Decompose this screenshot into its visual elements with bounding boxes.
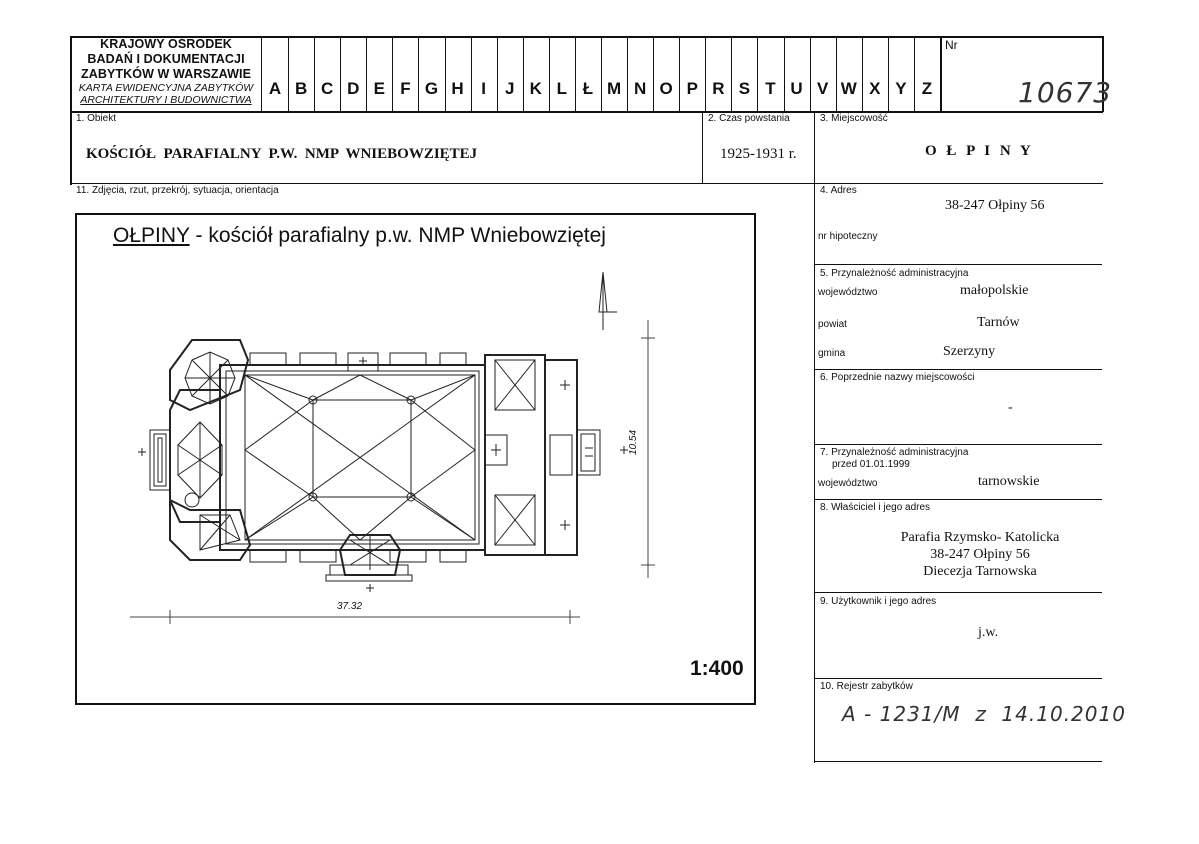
letter-divider [705,36,706,112]
obiekt-value: KOŚCIÓŁ PARAFIALNY P.W. NMP WNIEBOWZIĘTEJ [86,146,478,162]
presbytery [138,340,250,560]
letter-cell: T [765,79,776,98]
adres-value: 38-247 Ołpiny 56 [945,198,1045,213]
sep-uzytkownik [814,592,1102,593]
sep-przynaleznosc99 [814,444,1102,445]
wlasciciel-line-2: 38-247 Ołpiny 56 [930,547,1030,562]
wojewodztwo-value: małopolskie [960,283,1029,298]
sep-bottom [814,761,1102,762]
letter-cell: Z [921,79,933,98]
letter-divider [627,36,628,112]
sep-wlasciciel [814,499,1102,500]
letter-cell: K [529,79,542,98]
powiat-value: Tarnów [977,315,1020,330]
letter-divider [497,36,498,112]
plan-title [113,224,606,248]
institution-line-1: KRAJOWY OŚRODEK [100,37,232,51]
plan-title-place: OŁPINY [113,224,190,247]
sep-hipoteczny [814,264,1102,265]
letter-cell: R [712,79,725,98]
institution-line-2: BADAŃ I DOKUMENTACJI [87,52,245,66]
letter-divider [523,36,524,112]
letter-cell: C [321,79,334,98]
church-floor-plan [130,260,670,630]
adres-label: 4. Adres [820,185,857,196]
zdjecia-label: 11. Zdjęcia, rzut, przekrój, sytuacja, orientacja [76,185,279,196]
tower-entrance [485,355,628,555]
letter-divider [549,36,550,112]
letter-cell: H [451,79,464,98]
nr-value: 10673 [1018,76,1113,109]
miejscowosc-value: O Ł P I N Y [925,143,1034,159]
institution-block [72,37,260,106]
letter-divider [418,36,419,112]
letter-cell: X [869,79,881,98]
dim-width: 37.32 [337,601,363,612]
institution-line-3: ZABYTKÓW W WARSZAWIE [80,67,252,81]
plan-scale: 1:400 [690,657,744,680]
letter-divider [757,36,758,112]
letter-cell: Ł [582,79,594,98]
letter-cell: I [481,79,486,98]
uzytkownik-label: 9. Użytkownik i jego adres [820,596,937,607]
letter-divider [340,36,341,112]
gmina-value: Szerzyny [943,344,996,359]
czas-left-line [702,111,703,184]
letter-divider [314,36,315,112]
letter-divider [836,36,837,112]
letter-divider [914,36,915,112]
dim-height: 10.54 [628,429,639,455]
letter-cell: U [790,79,803,98]
czas-value: 1925-1931 r. [720,146,797,162]
letter-divider [288,36,289,112]
czas-label: 2. Czas powstania [708,113,790,124]
wojewodztwo-label: województwo [818,287,878,298]
poprzednie-label: 6. Poprzednie nazwy miejscowości [820,372,975,383]
right-column-line [814,111,815,763]
letter-divider [471,36,472,112]
wojewodztwo99-label: województwo [818,478,878,489]
letter-divider [731,36,732,112]
letter-divider [575,36,576,112]
poprzednie-value: - [1008,400,1013,415]
powiat-label: powiat [818,319,847,330]
nr-label: Nr [945,38,958,52]
gmina-label: gmina [818,348,846,359]
przynaleznosc99-sub: przed 01.01.1999 [832,459,910,470]
przynaleznosc99-label: 7. Przynależność administracyjna [820,447,969,458]
letter-divider [366,36,367,112]
wlasciciel-line-3: Diecezja Tarnowska [923,564,1037,579]
letter-cell: G [424,79,439,98]
sep-poprzednie [814,369,1102,370]
letter-cell: D [347,79,360,98]
letter-cell: N [633,79,647,98]
letter-cell: B [294,79,308,98]
card-type-line-1: KARTA EWIDENCYJNA ZABYTKÓW [78,82,254,94]
letters-left-line [261,36,262,112]
letter-cell: V [816,79,829,98]
letter-cell: J [504,79,515,98]
window-bays [250,353,466,562]
letter-cell: O [659,79,673,98]
obiekt-label: 1. Obiekt [76,113,117,124]
letter-divider [445,36,446,112]
nr-left-line [940,36,942,112]
wojewodztwo99-value: tarnowskie [978,474,1040,489]
card-type-line-2: ARCHITEKTURY I BUDOWNICTWA [80,94,252,106]
letter-cell: F [400,79,411,98]
letter-cell: W [840,79,857,98]
row1-bottom-line [70,183,1103,184]
letter-cell: M [606,79,622,98]
letter-divider [601,36,602,112]
header-bottom-line [70,111,1103,113]
nave-vaults [245,375,475,540]
letter-divider [679,36,680,112]
uzytkownik-value: j.w. [978,625,999,640]
wlasciciel-line-1: Parafia Rzymsko- Katolicka [900,530,1060,545]
letter-divider [392,36,393,112]
letter-divider [888,36,889,112]
letter-cell: Y [895,79,907,98]
sep-rejestr [814,678,1102,679]
rejestr-value: A - 1231/M z 14.10.2010 [842,702,1126,726]
letter-cell: A [268,79,282,98]
north-arrow-icon [599,272,617,330]
wlasciciel-label: 8. Właściciel i jego adres [820,502,931,513]
plan-title-rest: - kościół parafialny p.w. NMP Wniebowziętej [189,224,606,247]
miejscowosc-label: 3. Miejscowość [820,113,888,124]
przynaleznosc-label: 5. Przynależność administracyjna [820,268,969,279]
letter-cell: E [373,79,385,98]
letter-divider [653,36,654,112]
rejestr-label: 10. Rejestr zabytków [820,681,913,692]
letter-divider [810,36,811,112]
letter-cell: S [738,79,751,98]
hipoteczny-label: nr hipoteczny [818,231,878,242]
letter-divider [862,36,863,112]
letter-cell: L [556,79,568,98]
letter-divider [784,36,785,112]
letter-cell: P [686,79,698,98]
